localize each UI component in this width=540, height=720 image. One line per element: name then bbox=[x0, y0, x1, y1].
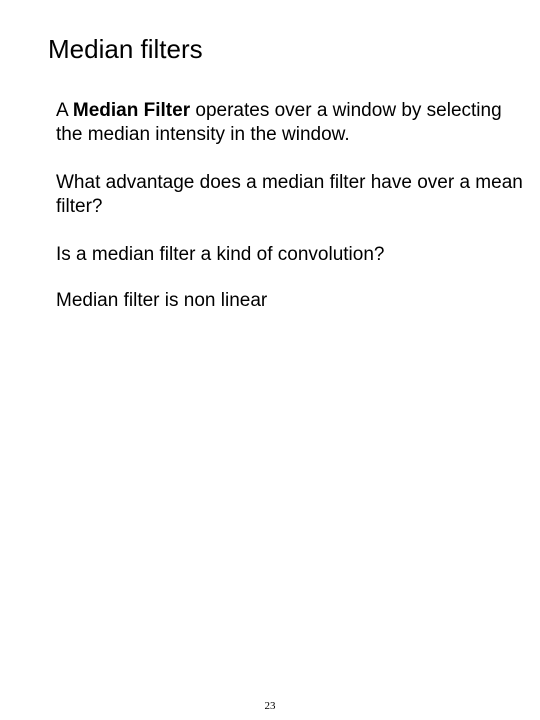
slide-body bbox=[56, 99, 526, 335]
definition-prefix: A bbox=[56, 100, 73, 121]
question-convolution: Is a median filter a kind of convolution? bbox=[56, 244, 385, 265]
answer-non-linear: Median filter is non linear bbox=[56, 290, 268, 311]
definition-term: Median Filter bbox=[72, 100, 191, 121]
question-advantage: What advantage does a median filter have over a mean filter? bbox=[56, 172, 523, 217]
definition-text: operates over a window by selecting the median intensity in the window. bbox=[56, 100, 502, 145]
definition-paragraph bbox=[56, 99, 526, 147]
page-number: 23 bbox=[264, 700, 276, 712]
slide-title: Median filters bbox=[48, 34, 203, 64]
